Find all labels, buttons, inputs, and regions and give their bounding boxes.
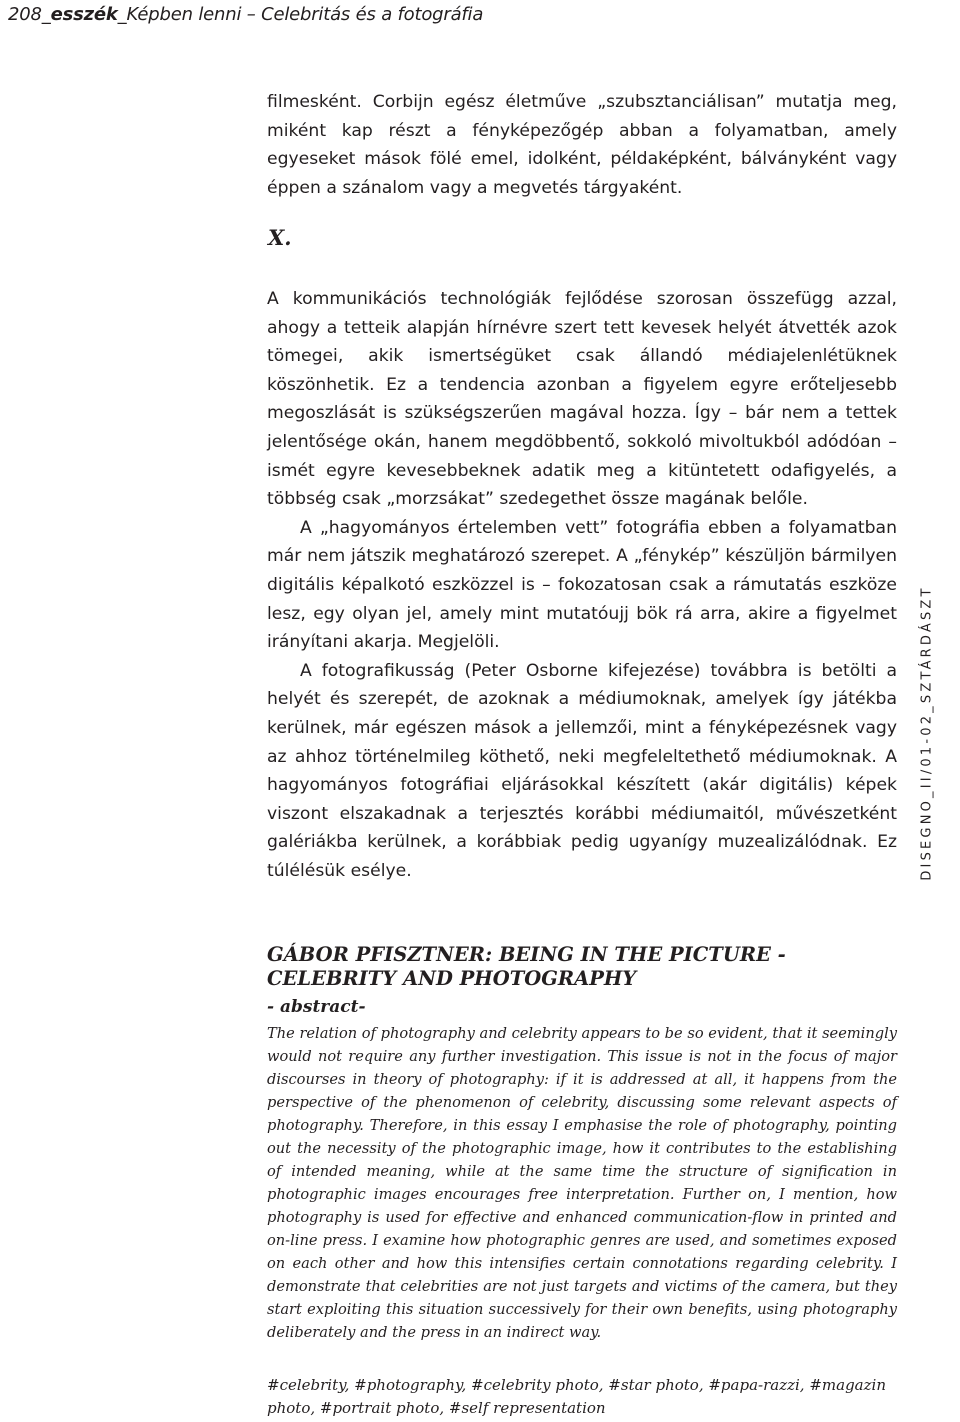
abstract-label: - abstract- [267, 997, 366, 1017]
lead-paragraph-block [267, 88, 897, 202]
article-title: _Képben lenni – Celebritás és a fotográfia [117, 4, 484, 25]
keywords: #celebrity, #photography, #celebrity photo, #star photo, #papa-razzi, #magazin photo, #portrait photo, #self representation [267, 1376, 886, 1417]
abstract-title: GÁBOR PFISZTNER: BEING IN THE PICTURE - CELEBRITY AND PHOTOGRAPHY [267, 943, 786, 990]
side-label-text: DISEGNO_II/01-02_SZTÁRDÁSZT [919, 585, 935, 881]
lead-paragraph: filmesként. Corbijn egész életműve „szubsztanciálisan” mutatja meg, miként kap részt a fényképezőgép abban a folyamatban, amely egyeseket mások fölé emel, idolként, példaképként, bálványként vagy éppen a szánalom vagy a megvetés tárgyaként. [267, 92, 897, 198]
page-number: 208_ [8, 4, 51, 25]
abstract-text: The relation of photography and celebrity appears to be so evident, that it seemingly would not require any further investigation. This issue is not in the focus of major discourses in theory of photography: if it is addressed at all, it happens from the perspective of the phenomenon of celebrity, discussing some relevant aspects of photography. Therefore, in this essay I emphasise the role of photography, pointing out the necessity of the photographic image, how it contributes to the establishing of intended meaning, while at the same time the structure of signification in photographic images encourages free interpretation. Further on, I mention, how photography is used for effective and enhanced communication-flow in printed and on-line press. I examine how photographic genres are used, and sometimes exposed on each other and how this intensifies certain connotations regarding celebrity. I demonstrate that celebrities are not just targets and victims of the camera, but they start exploiting this situation successively for their own benefits, using photography deliberately and the press in an indirect way. [267, 1025, 897, 1341]
running-header [8, 4, 483, 25]
body-paragraph-1: A kommunikációs technológiák fejlődése szorosan összefügg azzal, ahogy a tetteik alapján hírnévre szert tett kevesek helyét átvették azok tömegei, akik ismertségüket csak állandó médiajelenlétüknek köszönhetik. Ez a tendencia azonban a figyelem egyre erőteljesebb megoszlását is szükségszerűen magával hozza. Így – bár nem a tettek jelentősége okán, hanem megdöbbentő, sokkoló mivoltukból adódóan – ismét egyre kevesebbeknek adatik meg a kitüntetett odafigyelés, a többség csak „morzsákat” szedegethet össze magának belőle. [267, 289, 897, 510]
body-paragraph-3: A fotografikusság (Peter Osborne kifejezése) továbbra is betölti a helyét és szerepét, de azoknak a médiumoknak, amelyek így játékba kerülnek, már egészen mások a jellemzői, mint a fényképezésnek vagy az ahhoz történelmileg köthető, neki megfeleltethető médiumoknak. A hagyományos fotográfiai eljárásokkal készített (akár digitális) képek viszont elszakadnak a terjesztés korábbi médiumaitól, művészetként galériákba kerülnek, a korábbiak pedig ugyanígy muzealizálódnak. Ez túlélésük esélye. [267, 660, 897, 881]
section-name: esszék [50, 4, 118, 25]
journal-side-label [911, 585, 943, 881]
section-heading: X. [268, 225, 292, 250]
body-paragraph-2: A „hagyományos értelemben vett” fotográfia ebben a folyamatban már nem játszik meghatározó szerepet. A „fénykép” készüljön bármilyen digitális képalkotó eszközzel is – fokozatosan csak a rámutatás eszköze lesz, egy olyan jel, amely mint mutatóujj bök rá arra, akire a figyelmet irányítani akarja. Megjelöli. [267, 517, 897, 653]
body-text [267, 285, 897, 885]
